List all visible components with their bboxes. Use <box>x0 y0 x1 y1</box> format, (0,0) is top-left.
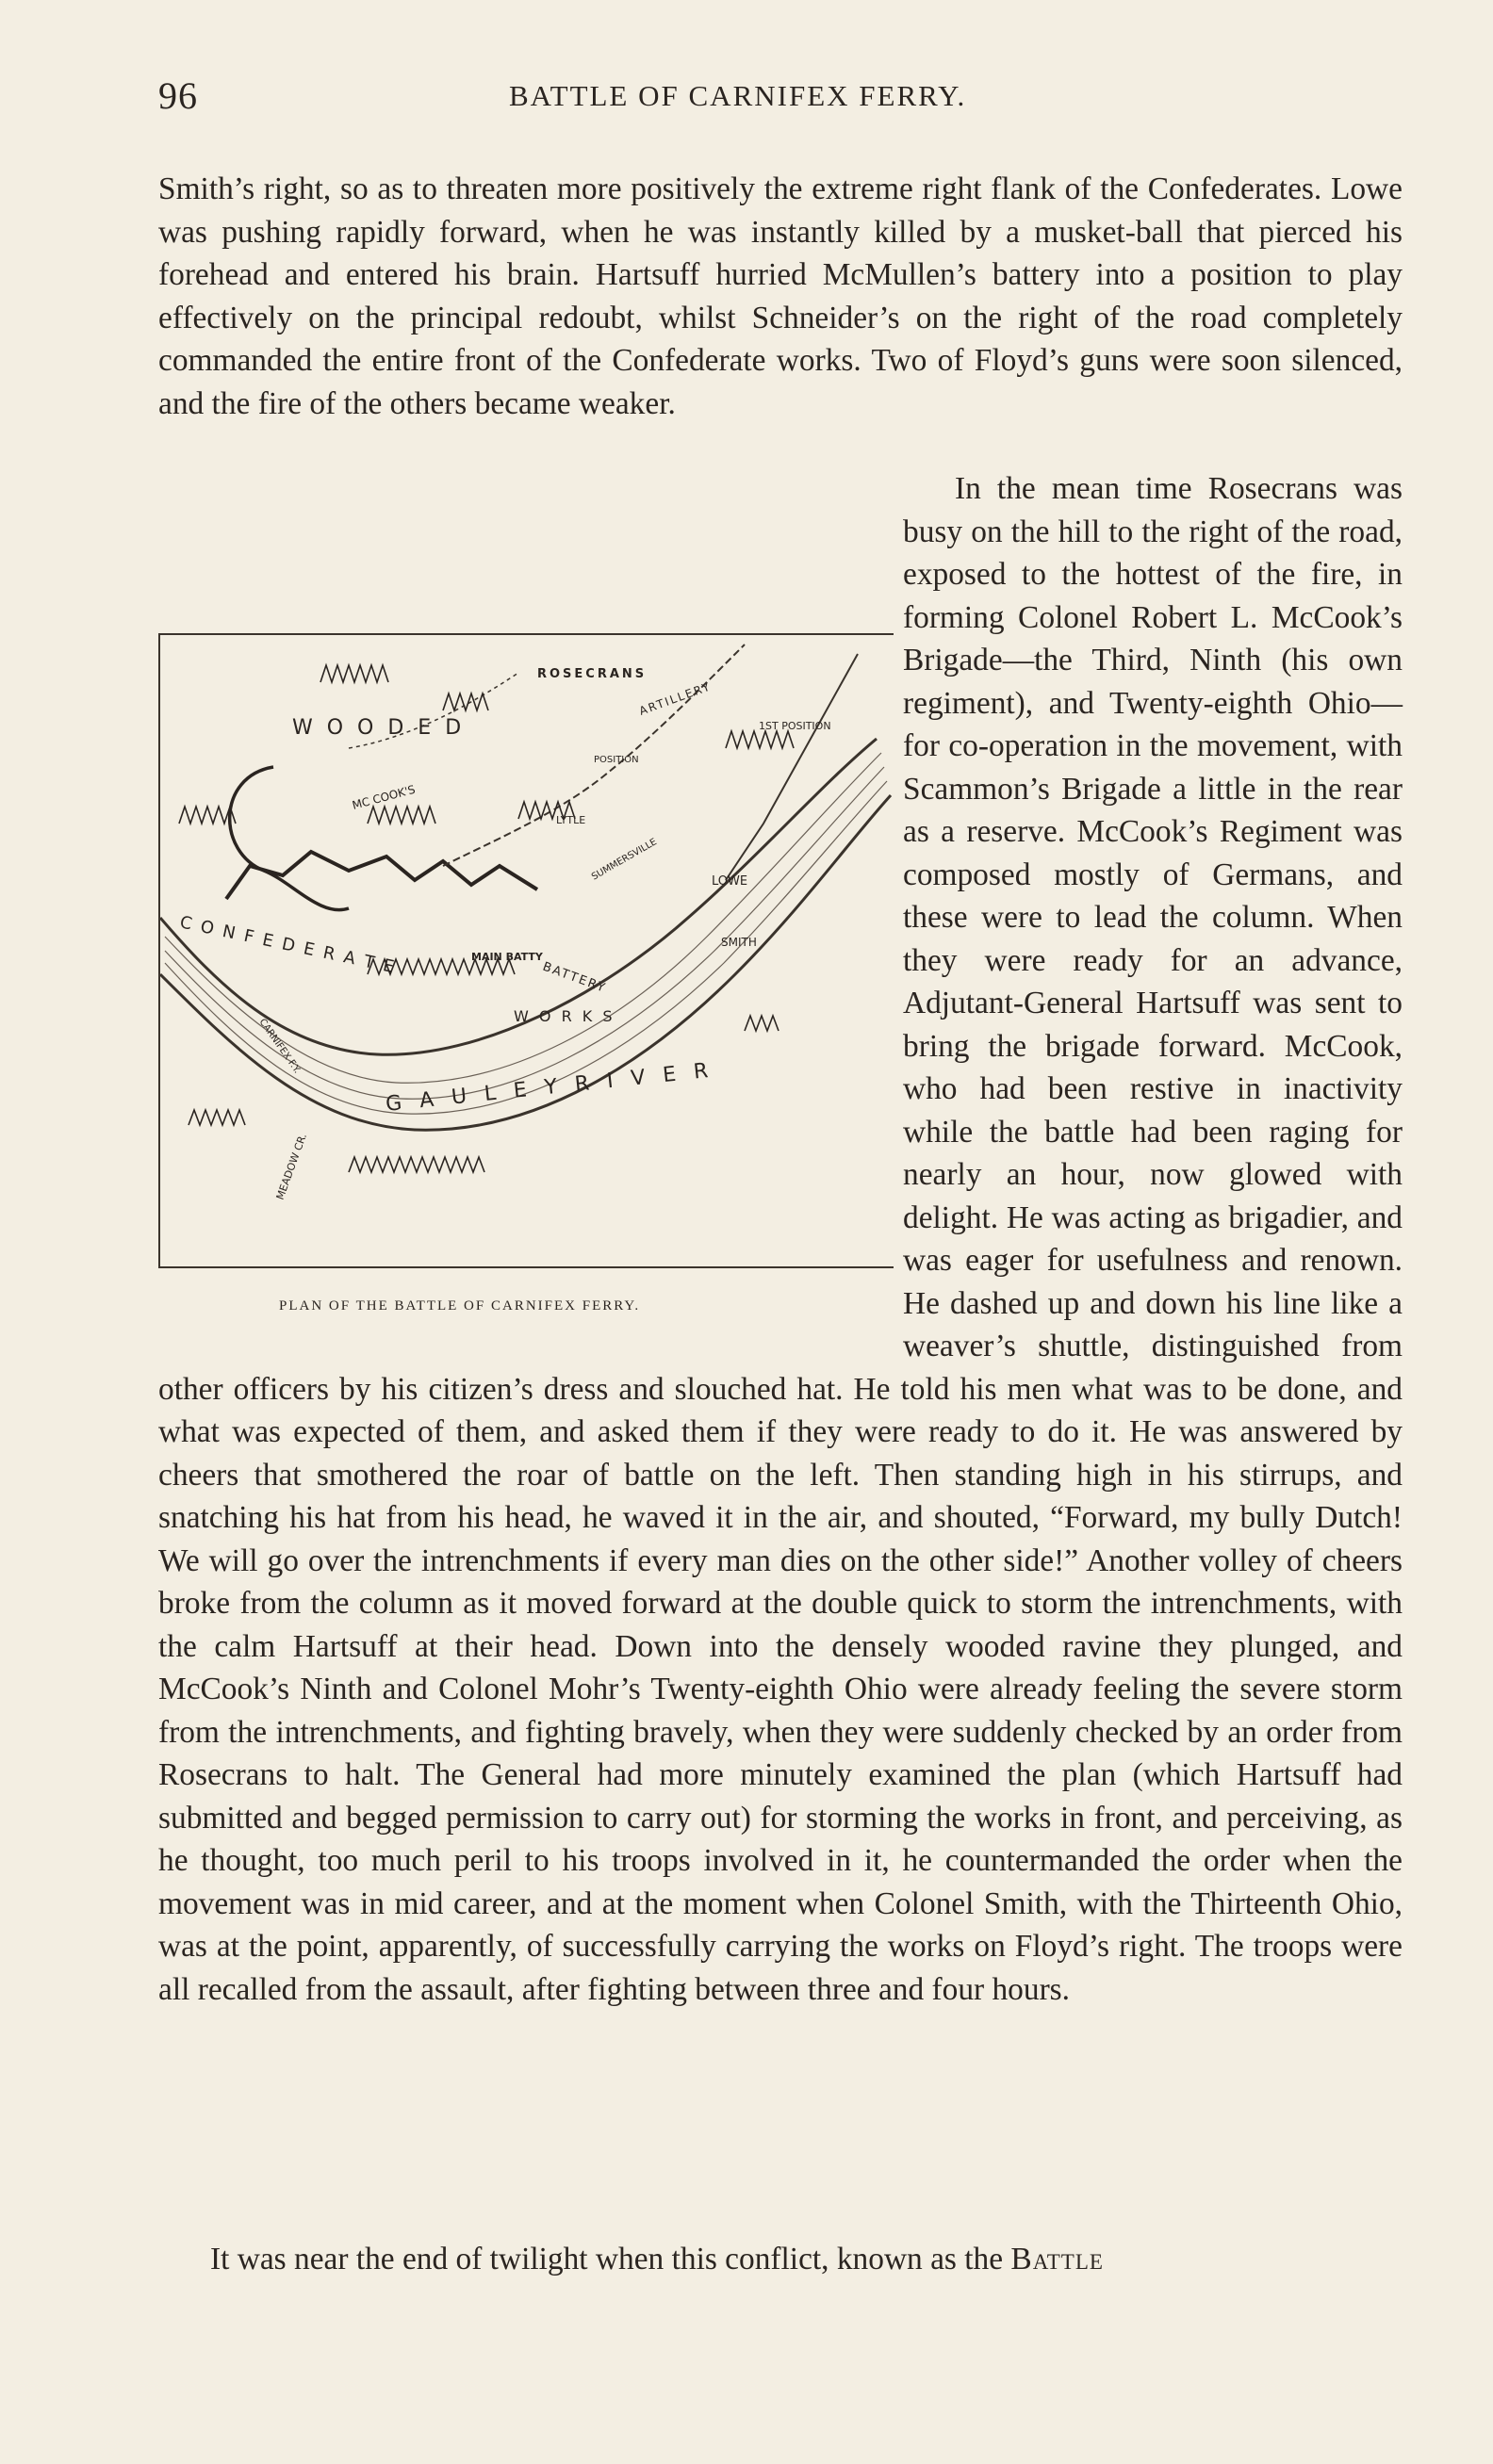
map-label-works: W O R K S <box>514 1007 615 1025</box>
map-label-carnifex: CARNIFEX F.Y. <box>256 1017 303 1076</box>
paragraph-3 <box>158 2238 1403 2281</box>
map-label-smith: SMITH <box>721 936 757 949</box>
map-label-lowe: LOWE <box>712 874 748 889</box>
paragraph-3-text: It was near the end of twilight when this conflict, known as the <box>210 2242 1004 2276</box>
map-label-battery: BATTERY <box>540 959 609 996</box>
battle-map-figure <box>158 633 903 1334</box>
map-label-mccooks: MC COOK'S <box>351 782 418 812</box>
paragraph-2-text: In the mean time Rosecrans was busy on the hill to the right of the road, exposed to the hottest of the fire, in forming Colonel Robert L. McCook’s Brigade—the Third, Ninth (his own regiment), and Twenty-eighth Ohio—for co-operation in the movement, with Scammon’s Brigade a little in the rear as a reserve. McCook’s Regiment was composed mostly of Germans, and these were to lead the column. When they were ready for an advance, Adjutant-General Hartsuff was sent to bring the brigade forward. McCook, who had been restive in inactivity while the battle had been raging for nearly an hour, now glowed with delight. He was acting as brigadier, and was eager for usefulness and renown. He dashed up and down his line like a weaver’s shuttle, distinguished from other officers by his citizen’s dress and slouched hat. He told his men what was to be done, and what was expected of them, and asked them if they were ready to do it. He was answered by cheers that smothered the roar of battle on the left. Then standing high in his stirrups, and snatching his hat from his head, he waved it in the air, and shouted, “Forward, my bully Dutch! We will go over the intrenchments if every man dies on the other side!” Another volley of cheers broke from the column as it moved forward at the double quick to storm the intrenchments, with the calm Hartsuff at their head. Down into the densely wooded ravine they plunged, and McCook’s Ninth and Colonel Mohr’s Twenty-eighth Ohio were already feeling the severe storm from the intrenchments, and fighting bravely, when they were suddenly checked by an order from Rosecrans to halt. The General had more minutely examined the plan (which Hartsuff had submitted and begged permission to carry out) for storming the works in front, and perceiving, as he thought, too much peril to his troops involved in it, he countermanded the order when the movement was in mid career, and at the moment when Colonel Smith, with the Thirteenth Ohio, was at the point, apparently, of successfully carrying the works on Floyd’s right. The troops were all recalled from the assault, after fighting between three and four hours. <box>158 471 1403 2007</box>
map-label-lytle: LYTLE <box>556 814 586 826</box>
paragraph-3-smallcaps: Battle <box>1010 2242 1104 2276</box>
map-label-wooded: W O O D E D <box>292 716 466 740</box>
map-label-artillery: ARTILLERY <box>637 679 714 718</box>
map-label-rosecrans: ROSECRANS <box>537 667 648 681</box>
paragraph-1: Smith’s right, so as to threaten more positively the extreme right flank of the Confederates. Lowe was pushing rapidly forward, when he was instantly killed by a musket-ball that pierced his forehead and entered his brain. Hartsuff hurried McMullen’s battery into a position to play effectively on the principal redoubt, whilst Schneider’s on the right of the road completely commanded the entire front of the Confederate works. Two of Floyd’s guns were soon silenced, and the fire of the others became weaker. <box>158 171 1403 421</box>
paragraph-2 <box>158 467 1403 2011</box>
map-label-confederate: C O N F E D E R A T E <box>177 912 398 978</box>
map-caption: PLAN OF THE BATTLE OF CARNIFEX FERRY. <box>279 1298 641 1314</box>
map-label-gauley-river: G A U L E Y R I V E R <box>385 1058 715 1117</box>
page-number: 96 <box>158 74 198 117</box>
map-label-meadow-creek: MEADOW CR. <box>273 1132 310 1202</box>
map-label-position: POSITION <box>594 755 639 765</box>
battle-map <box>158 633 894 1268</box>
map-label-summersville: SUMMERSVILLE <box>590 837 659 883</box>
map-label-first-position: 1ST POSITION <box>759 720 831 732</box>
running-head: BATTLE OF CARNIFEX FERRY. <box>509 79 967 112</box>
map-label-main-battery: MAIN BATTY <box>471 951 543 963</box>
